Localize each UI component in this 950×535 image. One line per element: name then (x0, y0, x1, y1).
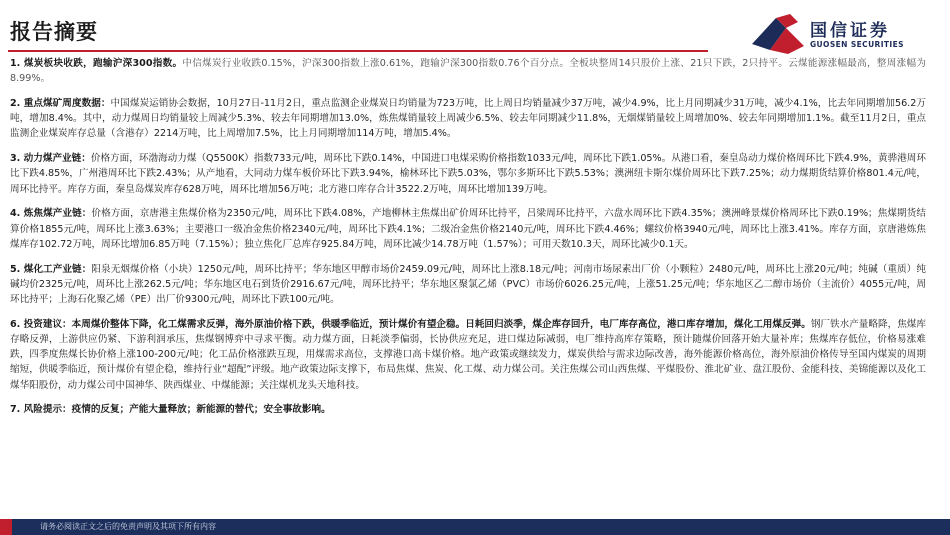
header (0, 0, 950, 56)
section-body: 阳泉无烟煤价格（小块）1250元/吨，周环比持平；华东地区甲醇市场价2459.09元/吨，周环比上涨8.18元/吨；河南市场尿素出厂价（小颗粒）2480元/吨，周环比上涨20元/吨；纯碱（重质）纯碱均价2325元/吨，周环比上涨262.5元/吨；华东地区电石到货价2916.67元/吨，周环比持平；华东地区聚氯乙烯（PVC）市场价6026.25元/吨，上涨51.25元/吨；华东地区乙二醇市场价（主流价）4055元/吨，周环比持平；上海石化聚乙烯（PE）出厂价9300元/吨，周环比下跌100元/吨。 (10, 263, 926, 306)
section-heading: 3. 动力煤产业链： (10, 153, 91, 165)
section-body-emphasis: 日耗回归淡季，煤企库存回升，电厂库存高位，港口库存增加，煤化工用煤反弹。 (465, 318, 811, 330)
section-2 (10, 96, 926, 142)
section-body: 价格方面，环渤海动力煤（Q5500K）指数733元/吨，周环比下跌0.14%，中国进口电煤采购价格指数1033元/吨，周环比下跌1.05%。从港口看，秦皇岛动力煤价格周环比下跌4.9%，黄骅港周环比下跌4.85%，广州港周环比下跌2.43%；从产地看，大同动力煤车板价环比下跌3.94%，榆林环比下跌5.03%，鄂尔多斯环比下跌5.53%；澳洲纽卡斯尔煤价周环比下跌7.25%；动力煤期货结算价格801.4元/吨，周环比持平。库存方面，秦皇岛煤炭库存628万吨，周环比增加56万吨；北方港口库存合计3522.2万吨，周环比增加139万吨。 (10, 153, 926, 195)
logo-name-en: GUOSEN SECURITIES (810, 40, 904, 49)
section-7 (10, 402, 926, 417)
logo-name-cn: 国信证券 (810, 21, 890, 41)
section-body: 中信煤炭行业收跌0.15%，沪深300指数上涨0.61%，跑输沪深300指数0.76个百分点。全板块整周14只股价上涨、21只下跌，2只持平。云煤能源涨幅最高，整周涨幅为8.99%。 (10, 58, 926, 85)
section-1 (10, 56, 926, 86)
section-body: 价格方面，京唐港主焦煤价格为2350元/吨，周环比下跌4.08%，产地柳林主焦煤出矿价周环比持平，吕梁周环比持平，六盘水周环比下跌4.35%；澳洲峰景煤价格周环比下跌0.19%；焦煤期货结算价格1855元/吨，周环比上涨3.63%；主要港口一级冶金焦价格2340元/吨，周环比下跌4.1%；二级冶金焦价格2140元/吨，周环比下跌4.46%；螺纹价格3940元/吨，周环比上涨3.41%。库存方面，京唐港炼焦煤库存102.72万吨，周环比增加6.85万吨（7.15%）；独立焦化厂总库存925.84万吨，周环比减少14.78万吨（1.57%）；可用天数10.3天，周环比减少0.1天。 (10, 208, 926, 250)
section-body: 钢厂铁水产量略降，焦煤库存略反弹，上游供应仍紧、下游利润承压，焦煤钢博弈中寻求平衡。动力煤方面，日耗淡季偏弱，长协供应充足，进口煤边际减弱，电厂维持高库存策略，预计随煤价回落开始大量补库；焦煤库存低位，价格易涨难跌，四季度焦煤长协价格上涨100-200元/吨；化工品价格涨跌互现，用煤需求高位，支撑港口高卡煤价格。地产政策或继续发力，煤炭供给与需求边际改善，海外能源价格高位，海外原油价格传导至国内煤炭的周期缩短，供暖季临近，预计煤价有望企稳，维持行业“超配”评级。地产政策边际支撑下，布局焦煤、焦炭、化工煤、动力煤公司。关注焦煤公司山西焦煤、平煤股份、淮北矿业、盘江股份、金能科技、美锦能源以及化工煤华阳股份，动力煤公司中国神华、陕西煤业、中煤能源；关注煤机龙头天地科技。 (10, 318, 926, 391)
section-body: 中国煤炭运销协会数据，10月27日-11月2日，重点监测企业煤炭日均销量为723万吨，比上周日均销量减少37万吨，减少4.9%，比上月同期减少31万吨，减少4.1%，比去年同期增加56.2万吨，增加8.4%。其中，动力煤周日均销量较上周减少5.3%、较去年同期增加13.0%，炼焦煤销量较上周减少6.5%、较去年同期减少11.8%，无烟煤销量较上周增加0%、较去年同期增加1.1%。截至11月2日，重点监测企业煤炭库存总量（含港存）2214万吨，比上周增加7.5%，比上月同期增加114万吨，增加5.4%。 (10, 98, 926, 140)
footer-bar (0, 519, 950, 535)
footer-accent (0, 519, 12, 535)
section-heading: 7. 风险提示：疫情的反复；产能大量释放；新能源的替代；安全事故影响。 (10, 404, 331, 416)
section-4 (10, 206, 926, 252)
section-5 (10, 262, 926, 308)
section-heading: 4. 炼焦煤产业链： (10, 208, 92, 220)
section-heading: 5. 煤化工产业链： (10, 263, 92, 275)
section-6 (10, 317, 926, 393)
title-divider (8, 50, 708, 52)
logo-mark-icon (750, 14, 806, 54)
summary-content (10, 56, 926, 423)
company-logo (750, 14, 940, 58)
section-heading: 6. 投资建议：本周煤价整体下降，化工煤需求反弹，海外原油价格下跌，供暖季临近，预计煤价有望企稳。 (10, 318, 466, 330)
page-title: 报告摘要 (10, 20, 98, 44)
footer-disclaimer: 请务必阅读正文之后的免责声明及其项下所有内容 (40, 522, 216, 531)
section-heading: 2. 重点煤矿周度数据： (10, 98, 111, 109)
section-3 (10, 151, 926, 197)
section-heading: 1. 煤炭板块收跌，跑输沪深300指数。 (10, 58, 183, 69)
